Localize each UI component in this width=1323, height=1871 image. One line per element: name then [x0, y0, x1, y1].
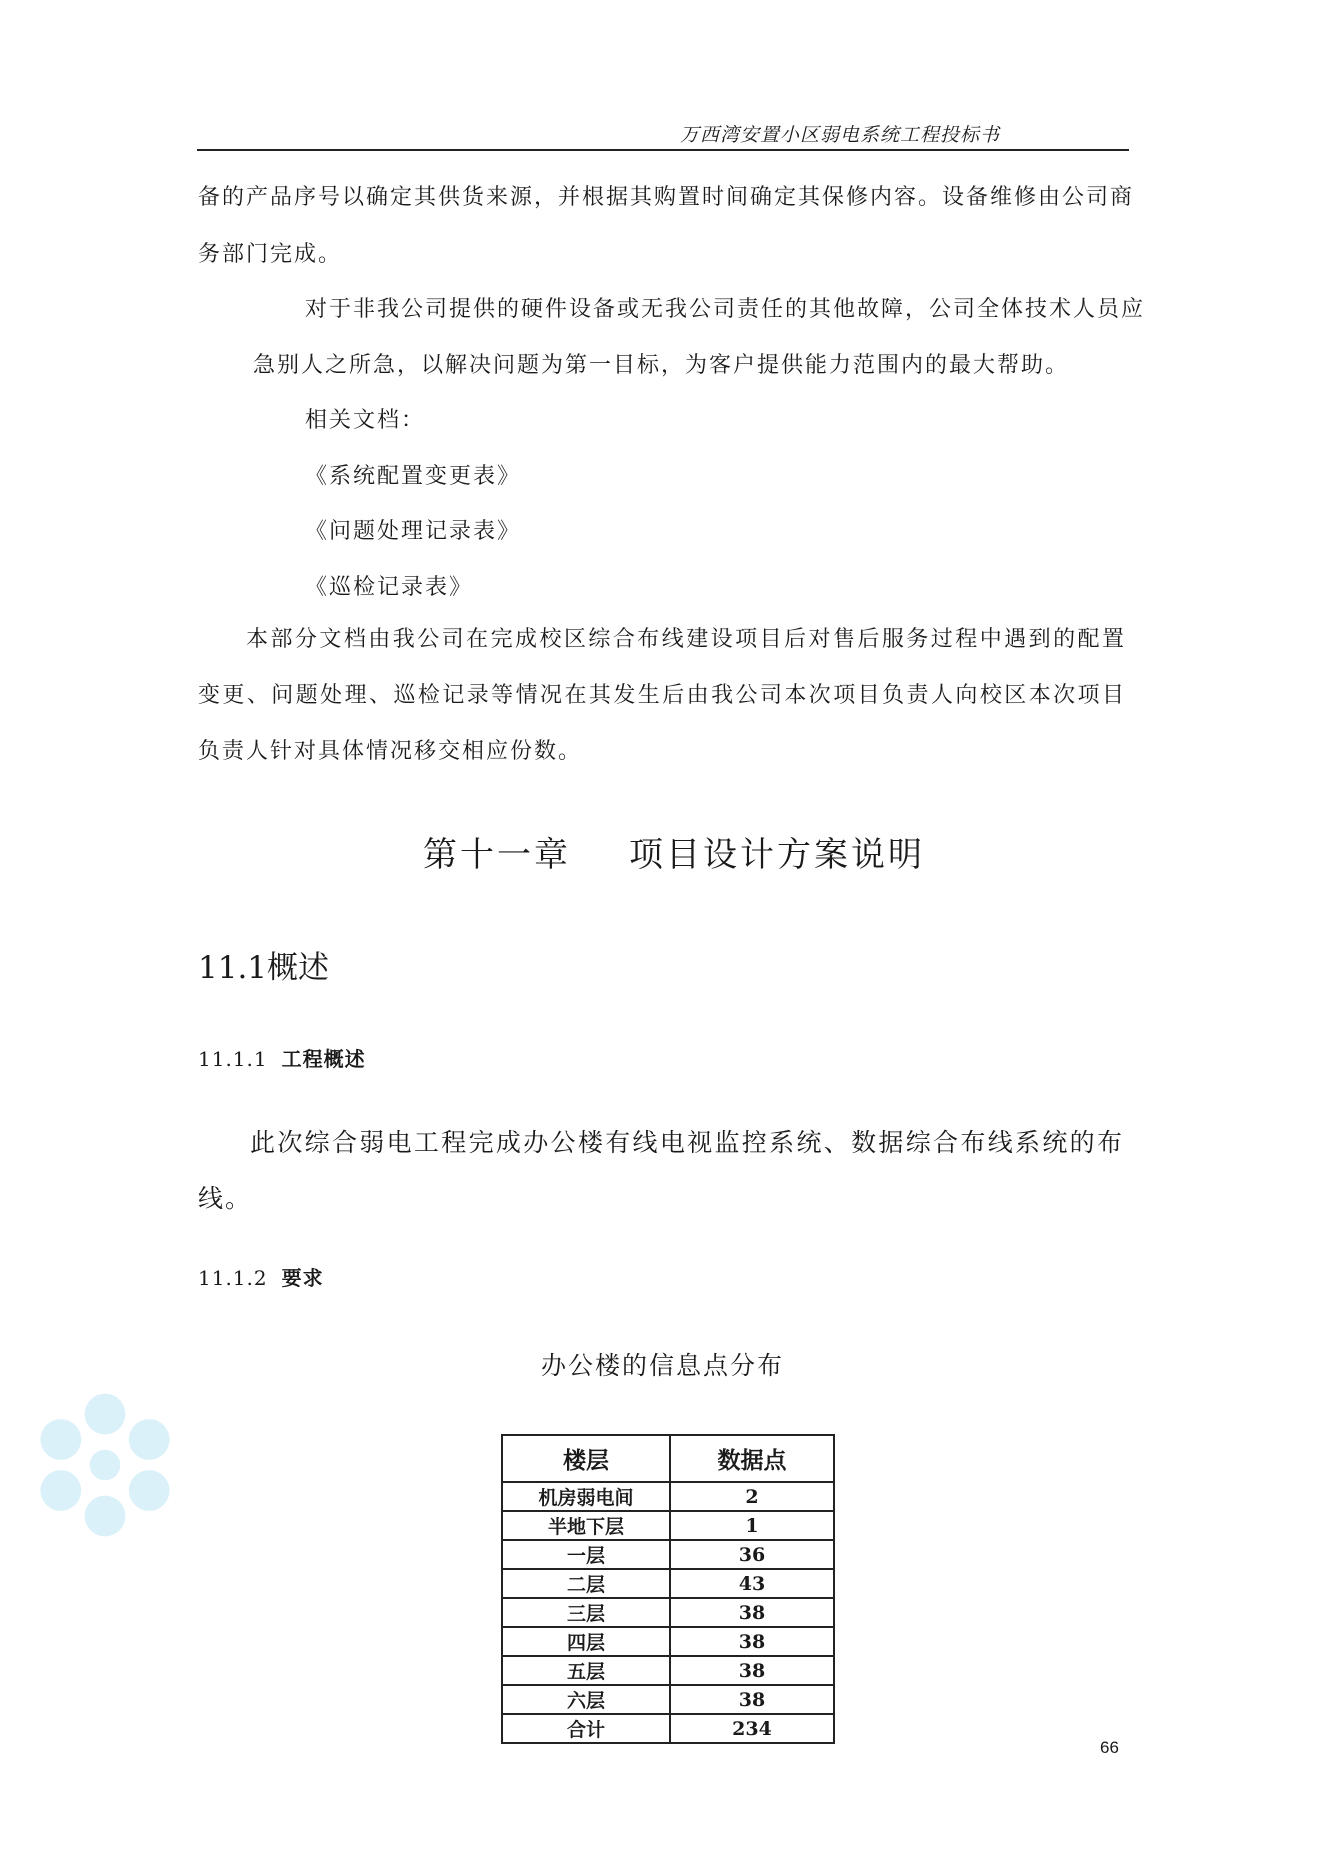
floor-cell: 三层	[502, 1598, 670, 1627]
subsection-number: 11.1.2	[198, 1266, 268, 1290]
count-cell: 38	[670, 1598, 834, 1627]
table-row	[502, 1482, 834, 1511]
paragraph-line: 对于非我公司提供的硬件设备或无我公司责任的其他故障，公司全体技术人员应	[305, 297, 1146, 322]
related-docs-label: 相关文档：	[305, 408, 426, 433]
floor-cell: 四层	[502, 1627, 670, 1656]
count-cell: 2	[670, 1482, 834, 1511]
count-cell: 38	[670, 1685, 834, 1714]
count-cell: 234	[670, 1714, 834, 1743]
floor-cell: 二层	[502, 1569, 670, 1598]
table-caption: 办公楼的信息点分布	[541, 1351, 785, 1380]
table-row	[502, 1511, 834, 1540]
paragraph-line: 务部门完成。	[198, 242, 343, 267]
table-row	[502, 1685, 834, 1714]
subsection-title: 要求	[281, 1266, 324, 1290]
floor-cell: 六层	[502, 1685, 670, 1714]
related-doc-item: 《问题处理记录表》	[305, 519, 522, 544]
count-cell: 43	[670, 1569, 834, 1598]
subsection-title: 工程概述	[281, 1047, 366, 1071]
table-row	[502, 1569, 834, 1598]
info-point-table	[501, 1434, 835, 1744]
paragraph-line: 备的产品序号以确定其供货来源，并根据其购置时间确定其保修内容。设备维修由公司商	[198, 185, 1135, 210]
subsection-heading	[198, 1043, 366, 1072]
floor-cell: 半地下层	[502, 1511, 670, 1540]
related-doc-item: 《系统配置变更表》	[305, 464, 522, 489]
related-doc-item: 《巡检记录表》	[305, 575, 474, 600]
table-total-row	[502, 1714, 834, 1743]
watermark-flower-logo	[20, 1380, 190, 1550]
table-row	[502, 1598, 834, 1627]
section-number: 11.1	[198, 950, 268, 986]
count-cell: 1	[670, 1511, 834, 1540]
chapter-number: 第十一章	[423, 835, 571, 875]
page-number: 66	[1100, 1738, 1119, 1757]
count-cell: 38	[670, 1656, 834, 1685]
table-row	[502, 1627, 834, 1656]
column-header-data-points: 数据点	[670, 1435, 834, 1482]
header-divider	[197, 149, 1129, 151]
floor-cell: 合计	[502, 1714, 670, 1743]
table-header-row	[502, 1435, 834, 1482]
chapter-title: 项目设计方案说明	[629, 835, 925, 875]
chapter-heading	[423, 827, 925, 876]
count-cell: 38	[670, 1627, 834, 1656]
section-heading	[198, 942, 329, 987]
table-row	[502, 1656, 834, 1685]
column-header-floor: 楼层	[502, 1435, 670, 1482]
subsection-number: 11.1.1	[198, 1047, 268, 1071]
paragraph-line: 急别人之所急，以解决问题为第一目标，为客户提供能力范围内的最大帮助。	[253, 353, 1070, 378]
count-cell: 36	[670, 1540, 834, 1569]
overview-paragraph: 此次综合弱电工程完成办公楼有线电视监控系统、数据综合布线系统的布线。	[198, 1128, 1124, 1213]
subsection-heading	[198, 1262, 324, 1291]
floor-cell: 机房弱电间	[502, 1482, 670, 1511]
paragraph: 本部分文档由我公司在完成校区综合布线建设项目后对售后服务过程中遇到的配置变更、问题处理、巡检记录等情况在其发生后由我公司本次项目负责人向校区本次项目负责人针对具体情况移交相应份数。	[198, 627, 1126, 764]
floor-cell: 五层	[502, 1656, 670, 1685]
floor-cell: 一层	[502, 1540, 670, 1569]
table-row	[502, 1540, 834, 1569]
section-title: 概述	[267, 950, 330, 986]
document-header-title: 万西湾安置小区弱电系统工程投标书	[679, 124, 1000, 146]
